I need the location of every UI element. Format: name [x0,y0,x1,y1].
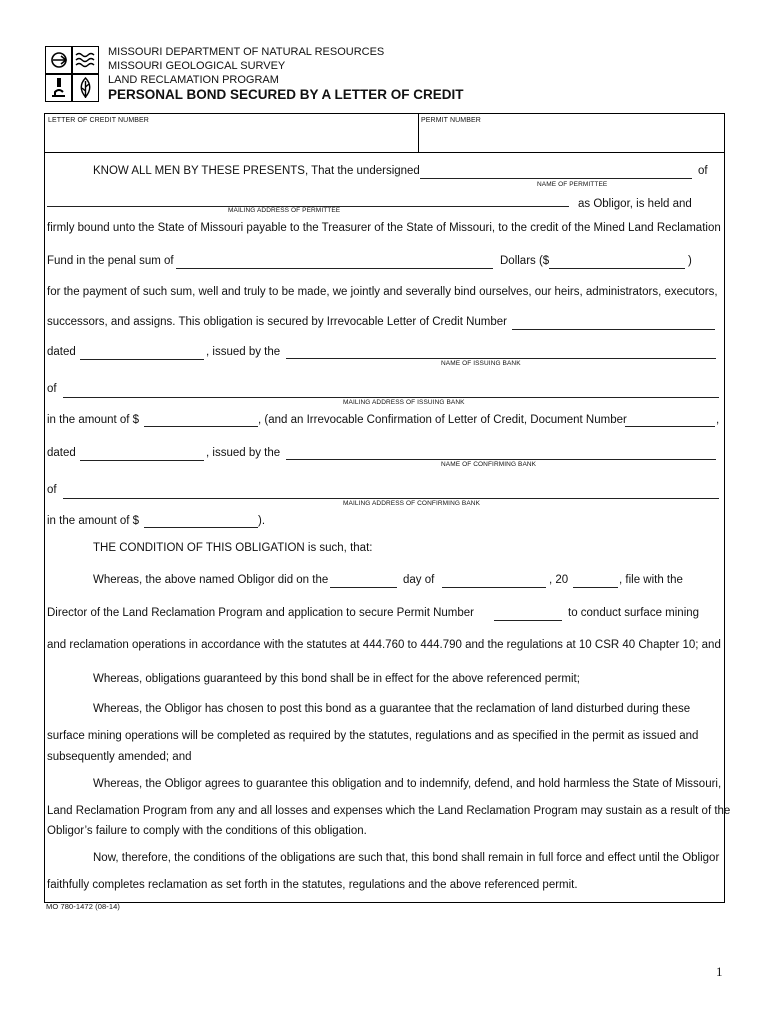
permit-number-field[interactable] [420,126,720,150]
issued-by-confirm-text: , issued by the [206,447,281,459]
payment-text: for the payment of such sum, well and truly to be made, we jointly and severally bind ourselves, our heirs, administrators, executors, [47,286,718,298]
confirmation-text: , (and an Irrevocable Confirmation of Letter of Credit, Document Number [258,414,627,426]
file-with-text: , file with the [619,574,683,586]
surface-mining-text: to conduct surface mining [568,607,700,619]
whereas-filed-text: Whereas, the above named Obligor did on the [93,574,329,586]
water-waves-icon [72,46,99,74]
firmly-bound-text: firmly bound unto the State of Missouri payable to the Treasurer of the State of Missouri, to the credit of the Mined Land Reclamation [47,222,721,234]
issuing-bank-address-field[interactable] [63,397,719,398]
issued-by-text: , issued by the [206,346,281,358]
name-of-confirming-bank-caption: NAME OF CONFIRMING BANK [441,461,537,468]
name-of-permittee-caption: NAME OF PERMITTEE [537,181,608,188]
of-confirming-text: of [47,484,57,496]
top-fields-divider [44,152,724,153]
mailing-address-permittee-caption: MAILING ADDRESS OF PERMITTEE [228,207,341,214]
permit-number-label: PERMIT NUMBER [421,117,481,124]
successors-text: successors, and assigns. This obligation is secured by Irrevocable Letter of Credit Number [47,316,508,328]
penal-sum-text: Fund in the penal sum of [47,255,174,267]
power-plant-icon [45,46,72,74]
microscope-icon [45,74,72,102]
faithfully-text: faithfully completes reclamation as set forth in the statutes, regulations and the above referenced permit. [47,879,578,891]
dated-text: dated [47,346,76,358]
whereas-guarantee-text: Whereas, the Obligor has chosen to post this bond as a guarantee that the reclamation of land disturbed during these [93,703,691,715]
dollars-text: Dollars ($ [500,255,550,267]
reclamation-operations-text: and reclamation operations in accordance with the statutes at 444.760 to 444.790 and the regulations at 10 CSR 40 Chapter 10; and [47,639,721,651]
permittee-name-field[interactable] [420,178,692,179]
year-prefix-text: , 20 [549,574,569,586]
name-of-issuing-bank-caption: NAME OF ISSUING BANK [441,360,521,367]
losses-line-1: Land Reclamation Program from any and all losses and expenses which the Land Reclamation Program may sustain as a result of the [47,805,731,817]
amount-confirm-text: in the amount of $ [47,515,140,527]
intro-text: KNOW ALL MEN BY THESE PRESENTS, That the undersigned [93,165,420,177]
losses-line-2: Obligor’s failure to comply with the conditions of this obligation. [47,825,367,837]
logo [45,46,99,102]
agency-name: MISSOURI DEPARTMENT OF NATURAL RESOURCES [108,46,385,58]
close-paren-period-text: ). [258,515,266,527]
mailing-address-issuing-bank-caption: MAILING ADDRESS OF ISSUING BANK [343,399,465,406]
filing-year-field[interactable] [573,587,618,588]
of-text: of [698,165,708,177]
close-paren-text: ) [688,255,692,267]
leaf-icon [72,74,99,102]
confirming-bank-address-field[interactable] [63,498,719,499]
whereas-indemnify-text: Whereas, the Obligor agrees to guarantee this obligation and to indemnify, defend, and hold harmless the State of Missouri, [93,778,722,790]
of-issuing-text: of [47,383,57,395]
page-title: PERSONAL BOND SECURED BY A LETTER OF CREDIT [108,87,464,102]
survey-name: MISSOURI GEOLOGICAL SURVEY [108,60,286,72]
surface-mining-line-2: subsequently amended; and [47,751,192,763]
page-number: 1 [716,964,723,979]
form-number: MO 780-1472 (08-14) [46,902,121,911]
letter-of-credit-number-field[interactable] [46,126,416,150]
issue-date-field[interactable] [80,359,204,360]
top-fields-separator [418,113,419,152]
comma-text: , [716,414,720,426]
confirmation-amount-field[interactable] [144,527,258,528]
confirmation-date-field[interactable] [80,460,204,461]
document-number-field[interactable] [625,426,715,427]
filing-day-field[interactable] [330,587,397,588]
surface-mining-line-1: surface mining operations will be completed as required by the statutes, regulations and as specified in the permit as issued and [47,730,699,742]
day-of-text: day of [403,574,435,586]
obligor-text: as Obligor, is held and [578,198,692,210]
penal-sum-words-field[interactable] [176,268,493,269]
director-text: Director of the Land Reclamation Program and application to secure Permit Number [47,607,474,619]
issuing-bank-name-field[interactable] [286,358,716,359]
confirming-bank-name-field[interactable] [286,459,716,460]
filing-month-field[interactable] [442,587,546,588]
letter-of-credit-number-label: LETTER OF CREDIT NUMBER [48,117,149,124]
mailing-address-confirming-bank-caption: MAILING ADDRESS OF CONFIRMING BANK [343,500,481,507]
letter-of-credit-number-line-field[interactable] [512,329,715,330]
program-name: LAND RECLAMATION PROGRAM [108,74,279,86]
permit-number-line-field[interactable] [494,620,562,621]
whereas-in-effect-text: Whereas, obligations guaranteed by this bond shall be in effect for the above referenced permit; [93,673,580,685]
condition-text: THE CONDITION OF THIS OBLIGATION is such, that: [93,542,373,554]
amount-text: in the amount of $ [47,414,140,426]
credit-amount-field[interactable] [144,426,258,427]
dated-confirm-text: dated [47,447,76,459]
now-therefore-text: Now, therefore, the conditions of the obligations are such that, this bond shall remain in full force and effect until the Obligor [93,852,720,864]
penal-sum-amount-field[interactable] [549,268,685,269]
